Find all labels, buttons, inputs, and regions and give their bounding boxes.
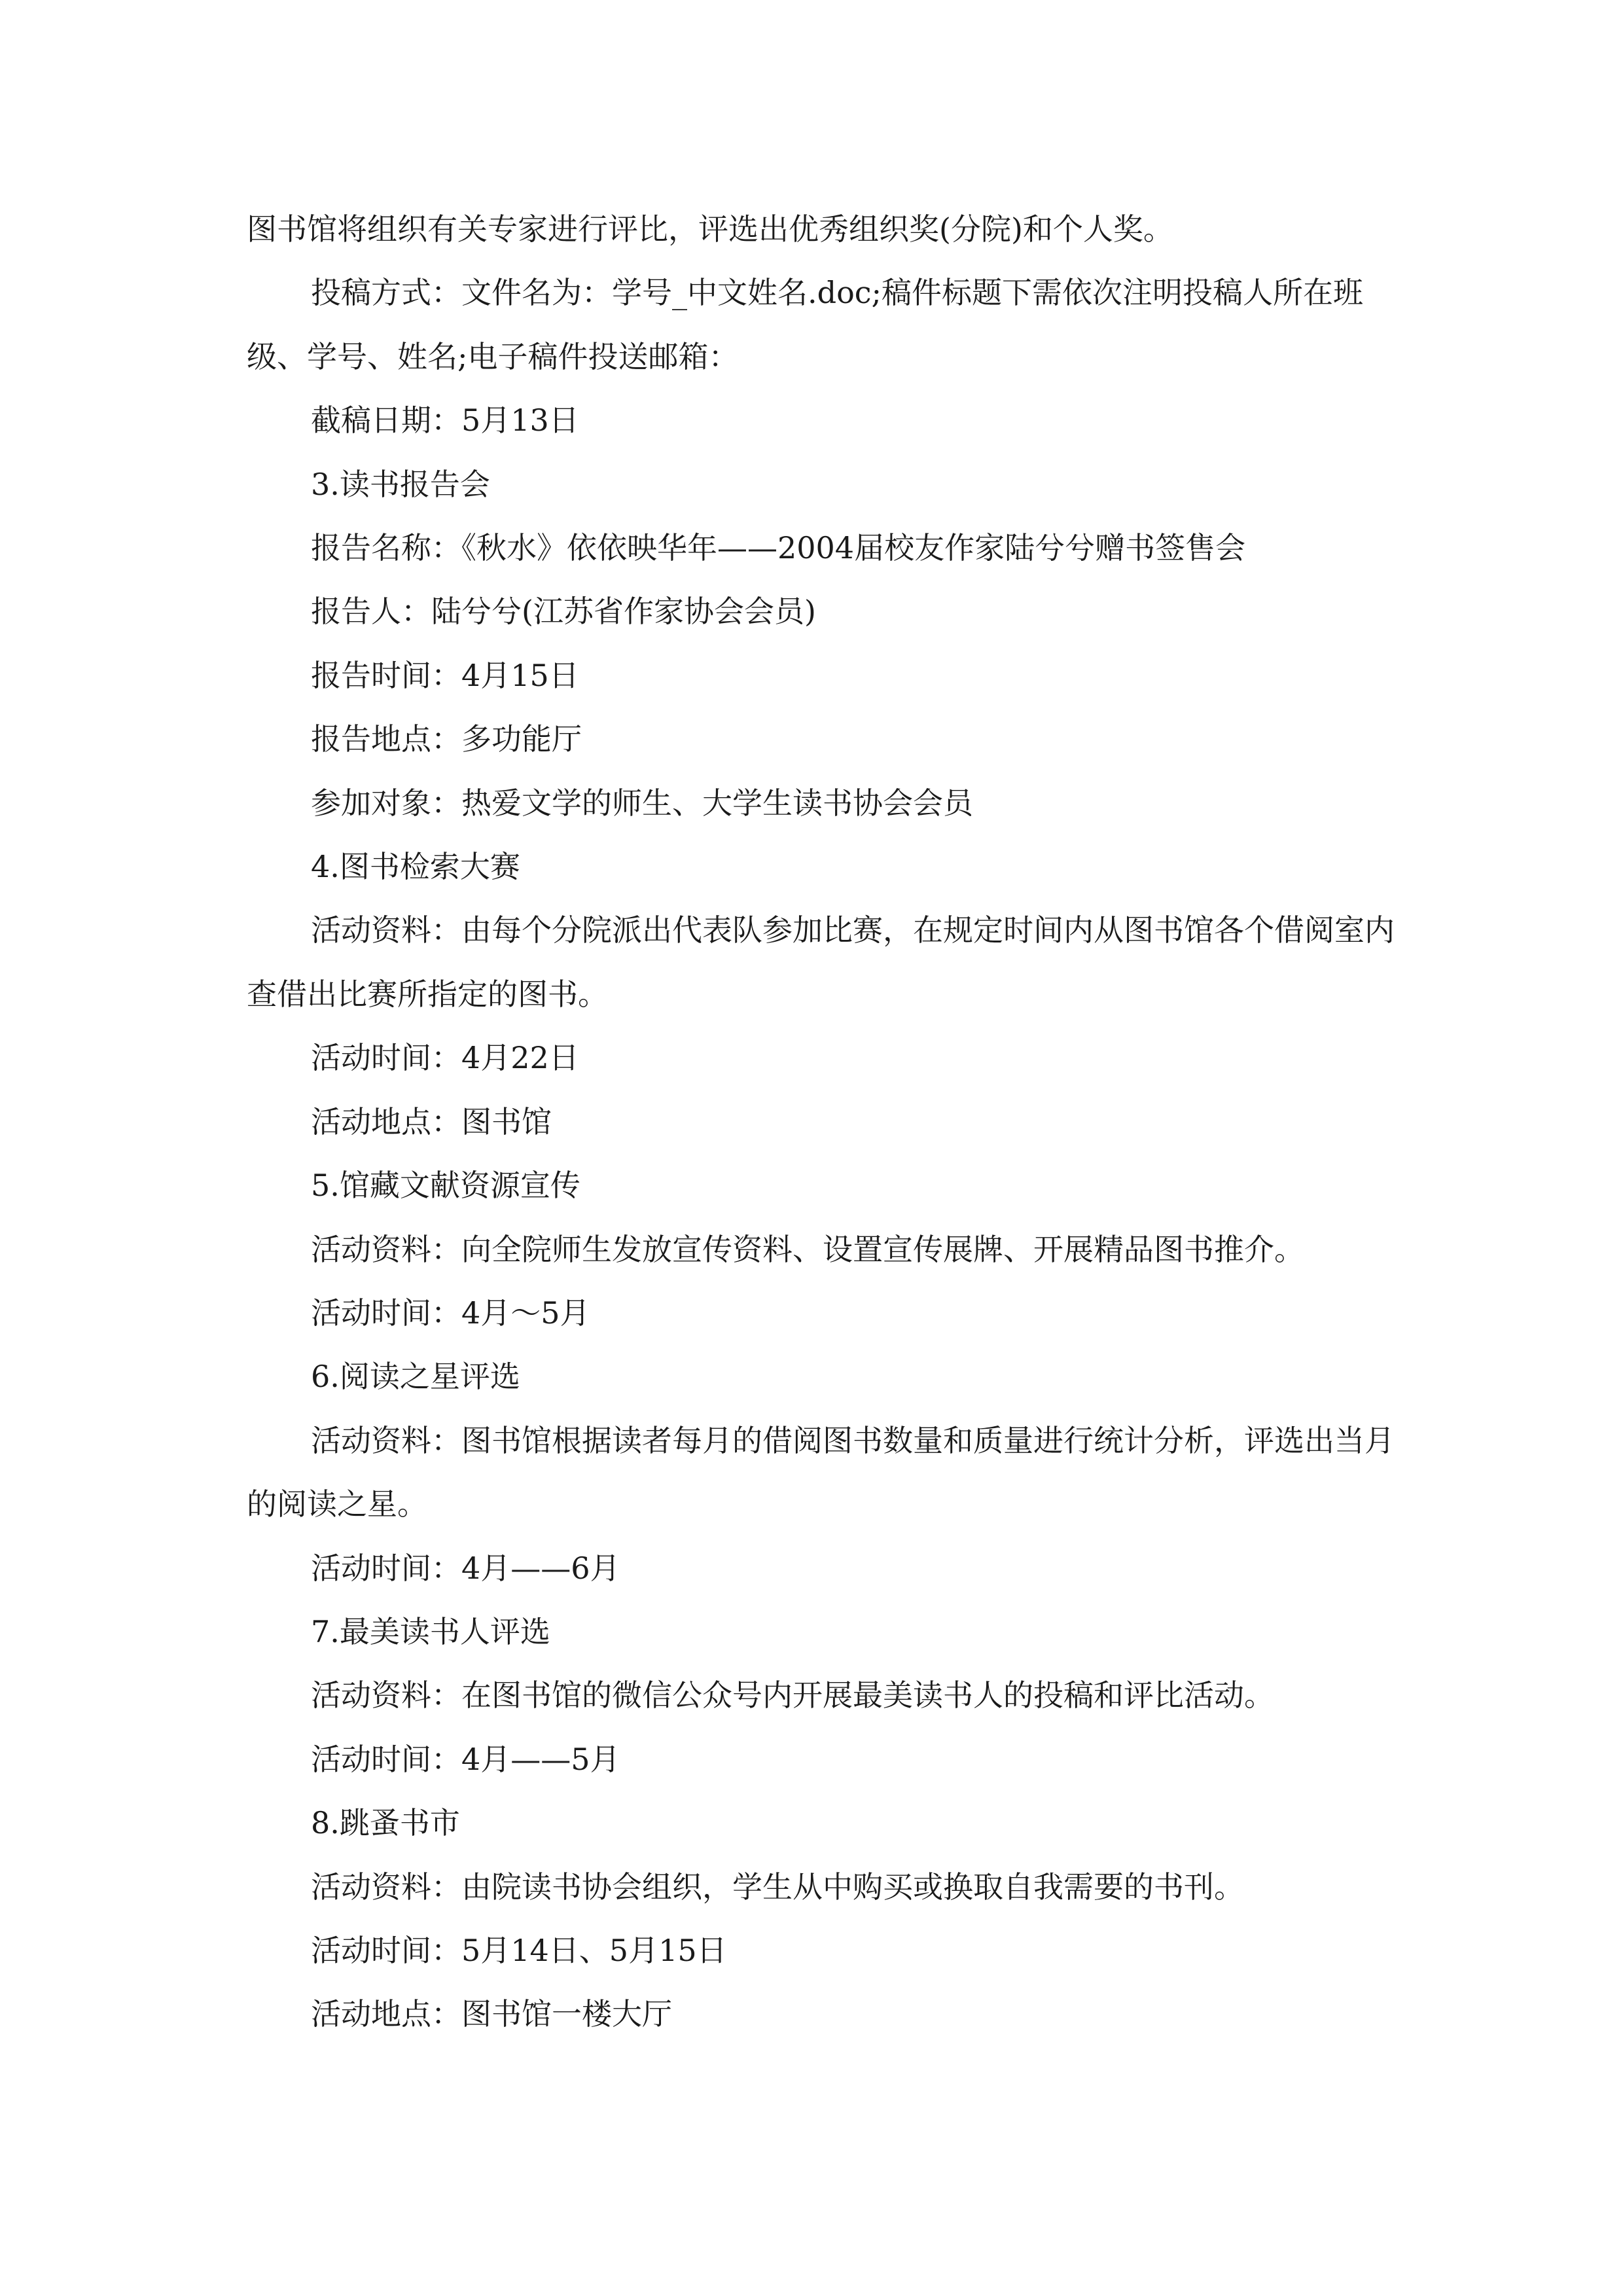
paragraph: 图书馆将组织有关专家进行评比，评选出优秀组织奖(分院)和个人奖。 bbox=[247, 211, 1173, 247]
paragraph: 投稿方式：文件名为：学号_中文姓名.doc;稿件标题下需依次注明投稿人所在班级、学号、姓名;电子稿件投送邮箱： bbox=[247, 275, 1364, 374]
paragraph: 4.图书检索大赛 bbox=[311, 849, 520, 885]
document-body bbox=[247, 198, 1399, 2047]
paragraph: 活动时间：4月22日 bbox=[311, 1040, 579, 1076]
paragraph: 活动时间：5月14日、5月15日 bbox=[311, 1932, 727, 1968]
paragraph: 活动时间：4月——5月 bbox=[311, 1741, 620, 1777]
paragraph: 报告时间：4月15日 bbox=[311, 657, 579, 693]
paragraph: 活动地点：图书馆 bbox=[311, 1103, 552, 1139]
paragraph: 活动地点：图书馆一楼大厅 bbox=[311, 1996, 672, 2032]
paragraph: 参加对象：热爱文学的师生、大学生读书协会会员 bbox=[311, 785, 973, 821]
paragraph: 报告人：陆兮兮(江苏省作家协会会员) bbox=[311, 594, 816, 630]
paragraph: 截稿日期：5月13日 bbox=[311, 403, 579, 439]
paragraph: 5.馆藏文献资源宣传 bbox=[311, 1168, 580, 1204]
paragraph: 报告地点：多功能厅 bbox=[311, 721, 582, 757]
paragraph: 活动资料：向全院师生发放宣传资料、设置宣传展牌、开展精品图书推介。 bbox=[311, 1231, 1304, 1267]
paragraph: 活动时间：4月——6月 bbox=[311, 1550, 620, 1586]
paragraph: 7.最美读书人评选 bbox=[311, 1613, 550, 1649]
paragraph: 活动时间：4月～5月 bbox=[311, 1295, 590, 1331]
paragraph: 活动资料：由每个分院派出代表队参加比赛，在规定时间内从图书馆各个借阅室内查借出比赛所指定的图书。 bbox=[247, 912, 1395, 1012]
paragraph: 6.阅读之星评选 bbox=[311, 1359, 520, 1395]
paragraph: 8.跳蚤书市 bbox=[311, 1805, 460, 1841]
paragraph: 3.读书报告会 bbox=[311, 466, 490, 502]
paragraph: 报告名称：《秋水》依依映华年——2004届校友作家陆兮兮赠书签售会 bbox=[311, 530, 1246, 566]
paragraph: 活动资料：由院读书协会组织，学生从中购买或换取自我需要的书刊。 bbox=[311, 1869, 1244, 1905]
paragraph: 活动资料：在图书馆的微信公众号内开展最美读书人的投稿和评比活动。 bbox=[311, 1677, 1274, 1713]
paragraph: 活动资料：图书馆根据读者每月的借阅图书数量和质量进行统计分析，评选出当月的阅读之星。 bbox=[247, 1422, 1395, 1522]
